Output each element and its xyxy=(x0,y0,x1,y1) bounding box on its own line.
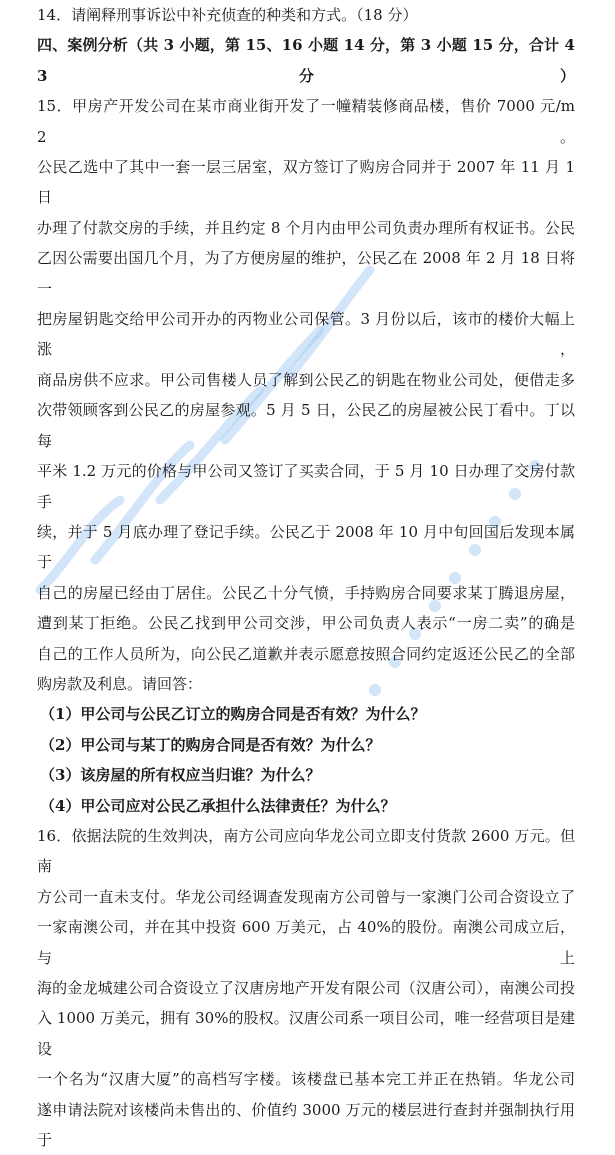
text-line: 一家南澳公司，并在其中投资 600 万美元，占 40%的股份。南澳公司成立后，与上 xyxy=(37,918,575,967)
text-line: 一个名为“汉唐大厦”的高档写字楼。该楼盘已基本完工并正在热销。华龙公司 xyxy=(37,1070,575,1089)
text-line: 遂申请法院对该楼尚未售出的、价值约 3000 万元的楼层进行查封并强制执行用于 xyxy=(37,1100,575,1150)
text-line: 自己的房屋已经由丁居住。公民乙十分气愤，手持购房合同要求某丁腾退房屋， xyxy=(37,583,575,602)
sub-question-3: （3）该房屋的所有权应当归谁？为什么？ xyxy=(40,766,321,785)
text-line: 续，并于 5 月底办理了登记手续。公民乙于 2008 年 10 月中旬回国后发现本属于 xyxy=(37,522,575,572)
text-line: 自己的工作人员所为，向公民乙道歉并表示愿意按照合同约定返还公民乙的全部 xyxy=(37,644,575,663)
sub-question-4: （4）甲公司应对公民乙承担什么法律责任？为什么？ xyxy=(40,796,396,815)
sub-question-2: （2）甲公司与某丁的购房合同是否有效？为什么？ xyxy=(40,735,381,754)
question-16-start: 16．依据法院的生效判决，南方公司应向华龙公司立即支付货款 2600 万元。但南 xyxy=(37,826,575,876)
text-line: 购房款及利息。请回答： xyxy=(37,674,203,693)
text-line: 海的金龙城建公司合资设立了汉唐房地产开发有限公司（汉唐公司），南澳公司投 xyxy=(37,979,575,997)
question-15-start: 15．甲房产开发公司在某市商业街开发了一幢精装修商品楼，售价 7000 元/m2。 xyxy=(37,97,575,146)
text-line: 办理了付款交房的手续，并且约定 8 个月内由甲公司负责办理所有权证书。公民 xyxy=(37,218,575,237)
sub-question-1: （1）甲公司与公民乙订立的购房合同是否有效？为什么？ xyxy=(40,705,426,724)
text-line: 把房屋钥匙交给甲公司开办的丙物业公司保管。3 月份以后，该市的楼价大幅上涨， xyxy=(37,310,575,359)
text-line: 次带领顾客到公民乙的房屋参观。5 月 5 日，公民乙的房屋被公民丁看中。丁以每 xyxy=(37,401,575,450)
section-heading: 四、案例分析（共 3 小题，第 15、16 小题 14 分，第 3 小题 15 分，合计 43 分） xyxy=(37,36,575,85)
text-line: 乙因公需要出国几个月，为了方便房屋的维护，公民乙在 2008 年 2 月 18 日将一 xyxy=(37,249,575,298)
text-line: 入 1000 万美元，拥有 30%的股权。汉唐公司系一项目公司，唯一经营项目是建设 xyxy=(37,1009,575,1058)
text-line: 方公司一直未支付。华龙公司经调查发现南方公司曾与一家澳门公司合资设立了 xyxy=(37,887,575,906)
text-line: 公民乙选中了其中一套一层三居室，双方签订了购房合同并于 2007 年 11 月 1 日 xyxy=(37,158,575,207)
text-line: 平米 1.2 万元的价格与甲公司又签订了买卖合同，于 5 月 10 日办理了交房付款手 xyxy=(37,462,575,511)
question-14: 14．请阐释刑事诉讼中补充侦查的种类和方式。（18 分） xyxy=(37,6,418,24)
text-line: 遭到某丁拒绝。公民乙找到甲公司交涉，甲公司负责人表示“一房二卖”的确是 xyxy=(37,614,575,633)
text-line: 商品房供不应求。甲公司售楼人员了解到公民乙的钥匙在物业公司处，便借走多 xyxy=(37,370,575,389)
